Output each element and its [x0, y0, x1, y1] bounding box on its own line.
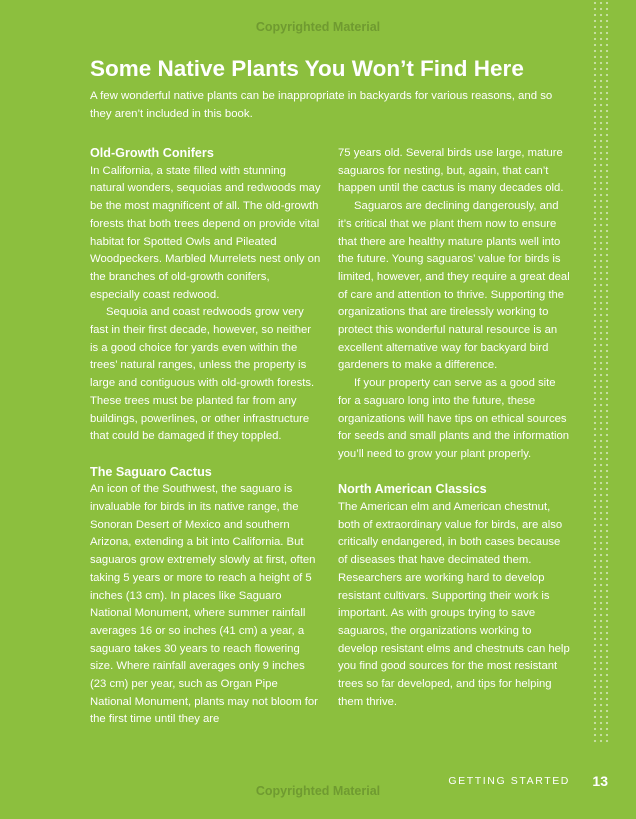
saguaro-paragraph-1: An icon of the Southwest, the saguaro is invaluable for birds in its native range, the Sonoran Desert of Mexico and southern Arizona, extending a bit into California. But saguaros grow extremely slowly at first, often taking 5 years or more to reach a height of 5 inches (13 cm). In places like Saguaro National Monument, where summer rainfall averages 16 or so inches (41 cm) a year, a saguaro takes 30 years to reach flowering size. Where rainfall averages only 9 inches (23 cm) per year, such as Organ Pipe National Monument, plants may not bloom for the first time until they are: [90, 483, 318, 726]
section-heading-classics: North American Classics: [338, 482, 487, 497]
copyright-watermark-bottom: Copyrighted Material: [255, 784, 381, 798]
section-label: GETTING STARTED: [448, 775, 570, 787]
saguaro-paragraph-1-continued: 75 years old. Several birds use large, mature saguaros for nesting, but, again, that can’t happen until the cactus is many decades old.: [338, 147, 564, 195]
section-heading-saguaro: The Saguaro Cactus: [90, 464, 212, 479]
copyright-watermark-top: Copyrighted Material: [255, 20, 381, 34]
left-column: [90, 145, 322, 729]
classics-paragraph-1: The American elm and American chestnut, both of extraordinary value for birds, are also critically endangered, in both cases because of diseases that have decimated them. Researchers are working hard to develop resistant cultivars. Supporting their work is important. As with groups trying to save saguaros, the organizations working to develop resistant elms and chestnuts can help you find good sources for the most resistant trees so far developed, and tips for helping them thrive.: [338, 501, 570, 708]
saguaro-paragraph-2: Saguaros are declining dangerously, and it’s critical that we plant them now to ensure that there are healthy mature plants well into the future. Young saguaros’ value for birds is limited, however, and they require a great deal of care and attention to thrive. Supporting the organizations that are tirelessly working to protect this wonderful natural resource is an excellent alternative way for backyard bird gardeners to make a difference.: [338, 200, 570, 372]
saguaro-paragraph-3: If your property can serve as a good site for a saguaro long into the future, these organizations will have tips on ethical sources for seeds and small plants and the information you’ll need to grow your plant properly.: [338, 377, 570, 460]
conifers-paragraph-1: In California, a state filled with stunning natural wonders, sequoias and redwoods may be the most magnificent of all. The old-growth forests that both trees depend on provide vital habitat for Spotted Owls and Pileated Woodpeckers. Marbled Murrelets nest only on the branches of old-growth conifers, especially coast redwood.: [90, 164, 321, 301]
dotted-margin-decoration: [592, 0, 610, 745]
conifers-paragraph-2: Sequoia and coast redwoods grow very fast in their first decade, however, so neither is a good choice for yards even within the trees’ natural ranges, unless the property is large and contiguous with old-growth forests. These trees must be planted far from any buildings, powerlines, or other infrastructure that could be damaged if they toppled.: [90, 306, 315, 443]
page-number: 13: [592, 773, 608, 789]
right-column: [338, 145, 570, 711]
intro-paragraph: A few wonderful native plants can be inappropriate in backyards for various reasons, and so they aren’t included in this book.: [90, 90, 553, 120]
page-title: Some Native Plants You Won’t Find Here: [90, 56, 524, 81]
section-heading-conifers: Old-Growth Conifers: [90, 146, 214, 160]
